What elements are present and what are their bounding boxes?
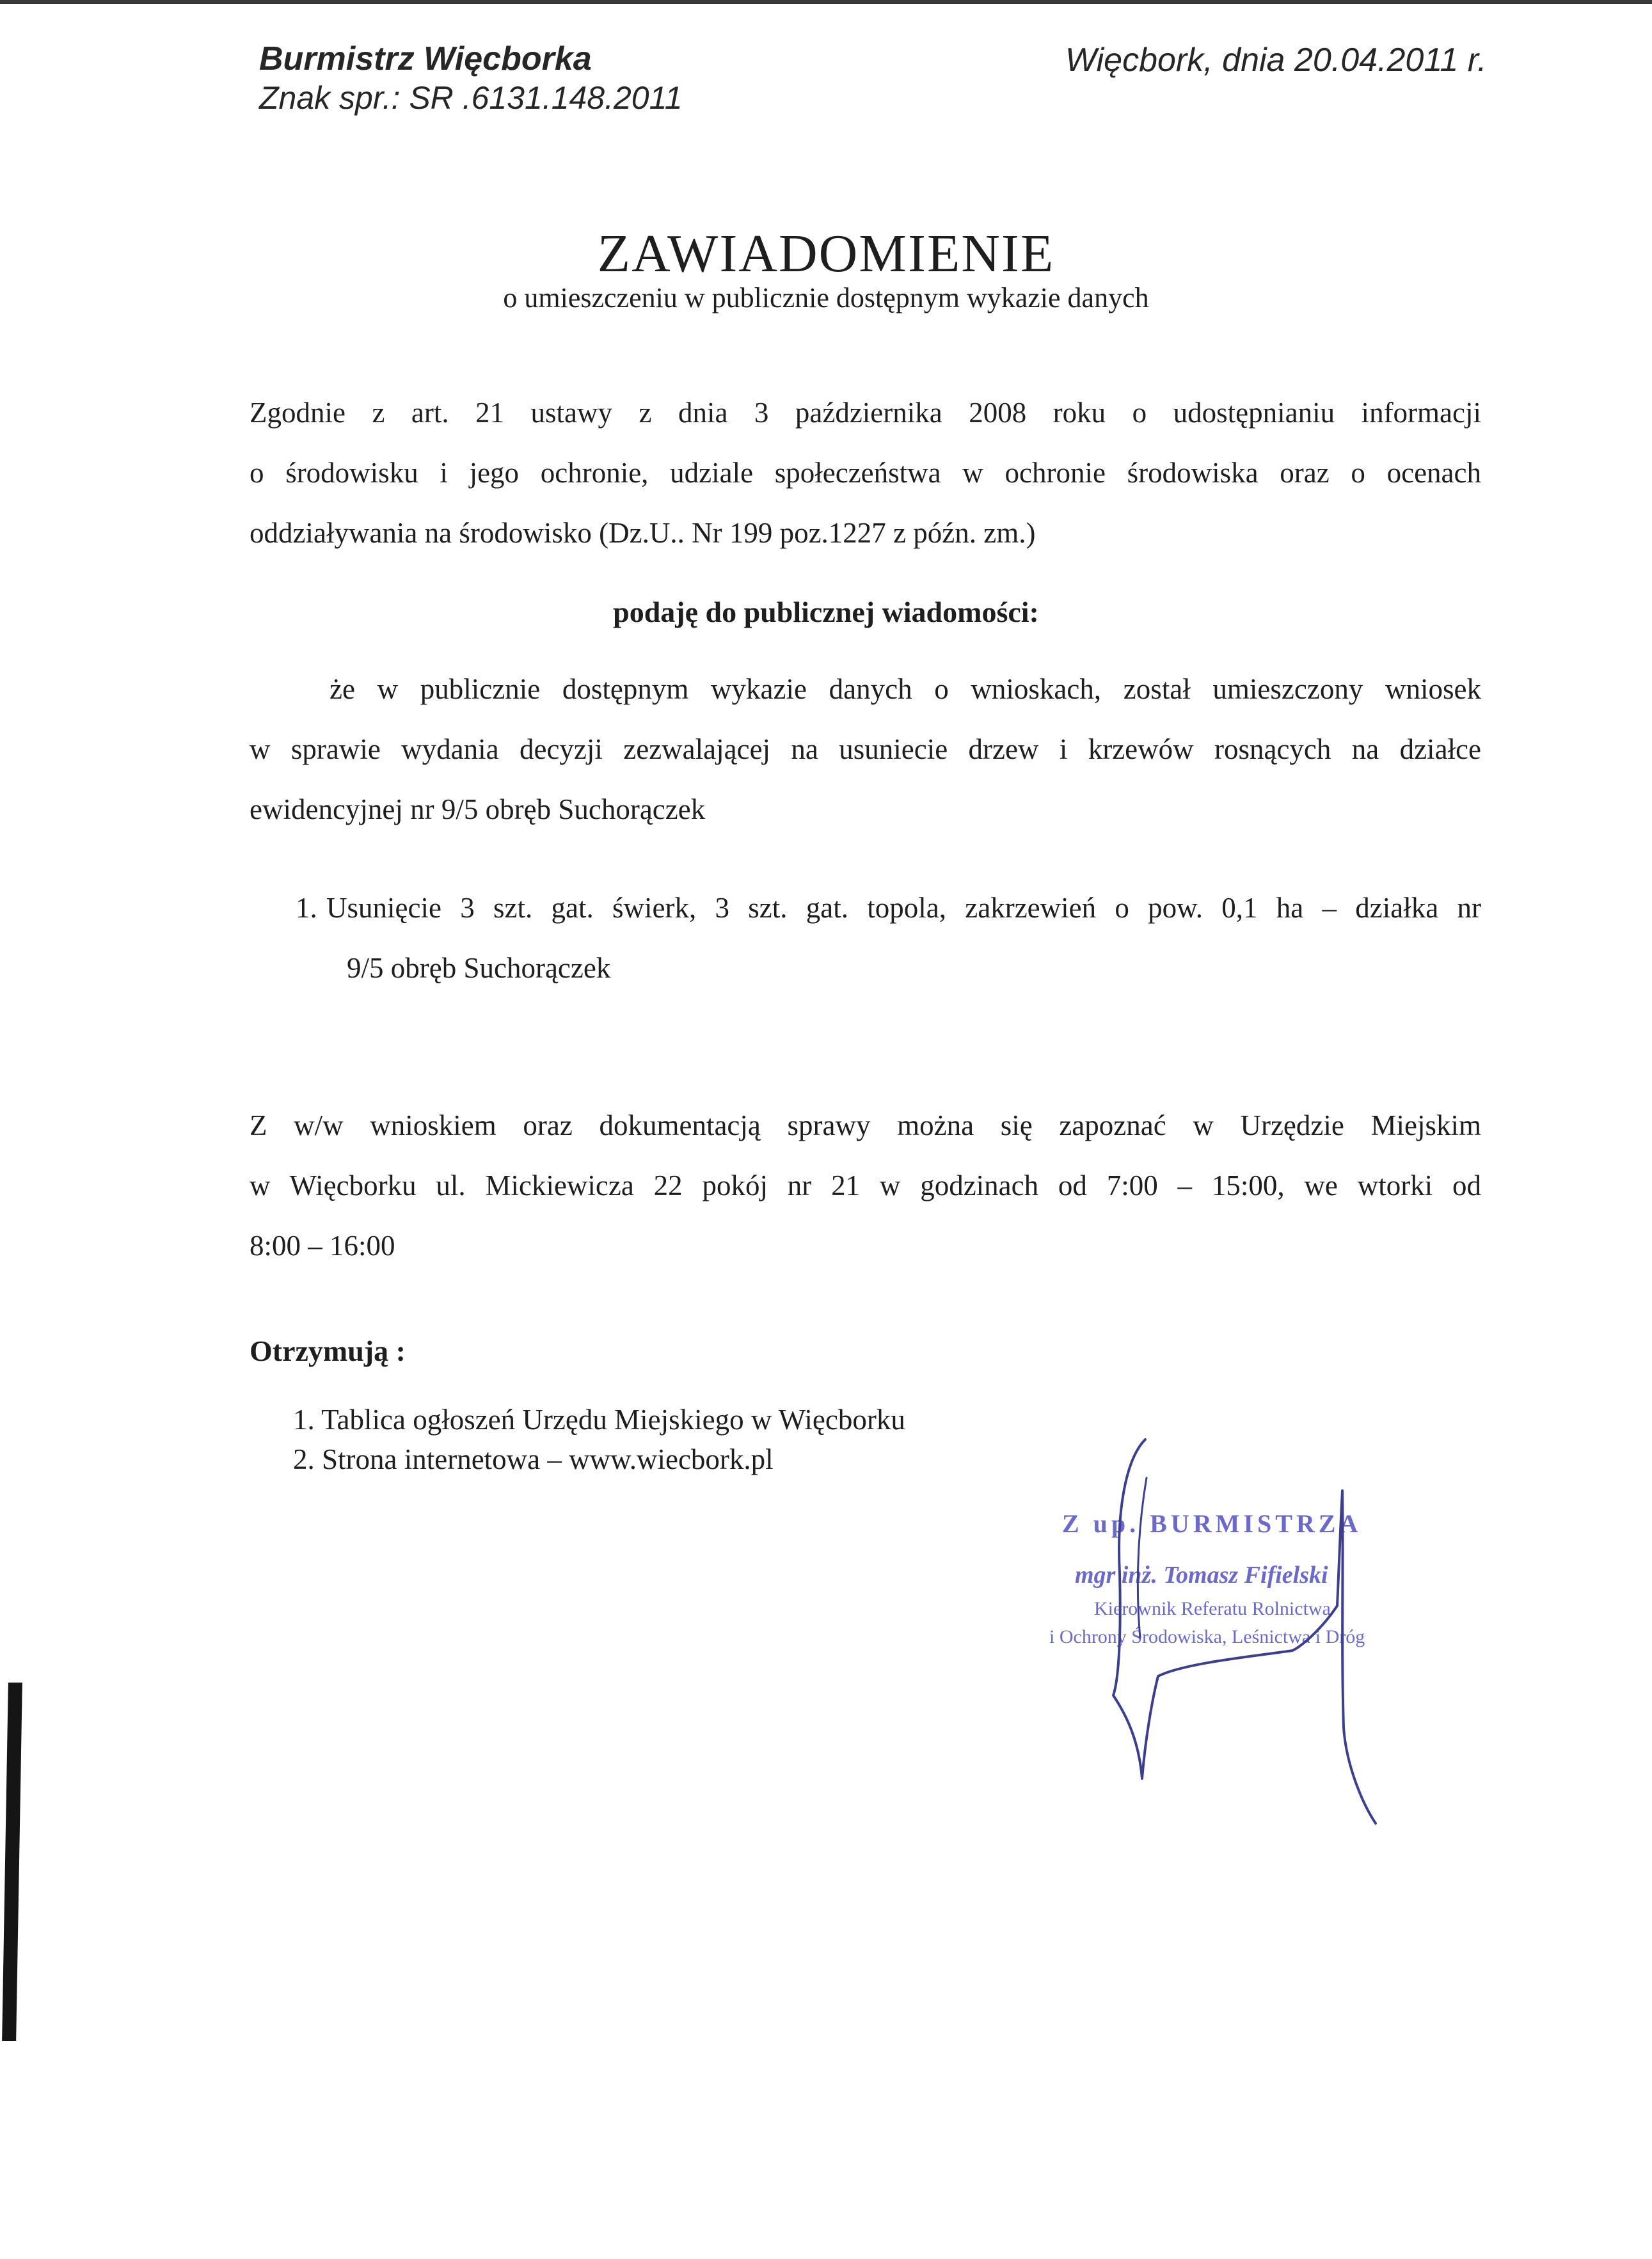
- list-item-number: 1.: [296, 892, 317, 924]
- paragraph-line: w sprawie wydania decyzji zezwalającej na usuniecie drzew i krzewów rosnących na działce: [250, 733, 1481, 765]
- paragraph-line: 8:00 – 16:00: [250, 1230, 395, 1262]
- stamp-line: Z up. BURMISTRZA: [1062, 1509, 1362, 1538]
- paragraph-line: o środowisku i jego ochronie, udziale społeczeństwa w ochronie środowiska oraz o ocenach: [250, 457, 1481, 489]
- stamp-line: mgr inż. Tomasz Fifielski: [1075, 1562, 1328, 1589]
- recipients-list: [293, 1400, 905, 1479]
- paragraph-line: że w publicznie dostępnym wykazie danych o wnioskach, został umieszczony wniosek: [330, 673, 1481, 705]
- scan-edge-top: [0, 0, 1652, 4]
- letterhead-authority: Burmistrz Więcborka: [259, 40, 592, 77]
- scan-edge-left: [2, 1683, 22, 2041]
- stamp-line: i Ochrony Środowiska, Leśnictwa i Dróg: [1049, 1626, 1365, 1647]
- stamp-line: Kierownik Referatu Rolnictwa: [1094, 1598, 1331, 1619]
- document-subtitle: o umieszczeniu w publicznie dostępnym wykazie danych: [503, 282, 1149, 313]
- list-item: [296, 878, 1481, 998]
- list-item-line: Usunięcie 3 szt. gat. świerk, 3 szt. gat. topola, zakrzewień o pow. 0,1 ha – działka nr: [326, 892, 1481, 924]
- legal-basis-paragraph: [250, 383, 1481, 563]
- application-paragraph: [250, 659, 1481, 839]
- paragraph-line: Z w/w wnioskiem oraz dokumentacją sprawy można się zapoznać w Urzędzie Miejskim: [250, 1109, 1481, 1141]
- paragraph-line: oddziaływania na środowisko (Dz.U.. Nr 199 poz.1227 z późn. zm.): [250, 517, 1036, 549]
- paragraph-line: Zgodnie z art. 21 ustawy z dnia 3 października 2008 roku o udostępnianiu informacji: [250, 397, 1481, 429]
- list-item-line: 9/5 obręb Suchorączek: [347, 952, 611, 984]
- document-title: ZAWIADOMIENIE: [597, 224, 1055, 283]
- paragraph-line: ewidencyjnej nr 9/5 obręb Suchorączek: [250, 793, 706, 825]
- recipient-item: 1. Tablica ogłoszeń Urzędu Miejskiego w Więcborku: [293, 1404, 905, 1436]
- letterhead-reference: Znak spr.: SR .6131.148.2011: [259, 80, 683, 116]
- letter-date: Więcbork, dnia 20.04.2011 r.: [1065, 42, 1487, 79]
- recipients-heading: Otrzymują :: [250, 1335, 406, 1367]
- handwritten-signature: [1081, 1433, 1388, 1830]
- announcement-heading: podaję do publicznej wiadomości:: [613, 596, 1039, 628]
- paragraph-line: w Więcborku ul. Mickiewicza 22 pokój nr 21 w godzinach od 7:00 – 15:00, we wtorki od: [250, 1169, 1481, 1201]
- recipient-item: 2. Strona internetowa – www.wiecbork.pl: [293, 1443, 774, 1475]
- inspection-paragraph: [250, 1095, 1481, 1276]
